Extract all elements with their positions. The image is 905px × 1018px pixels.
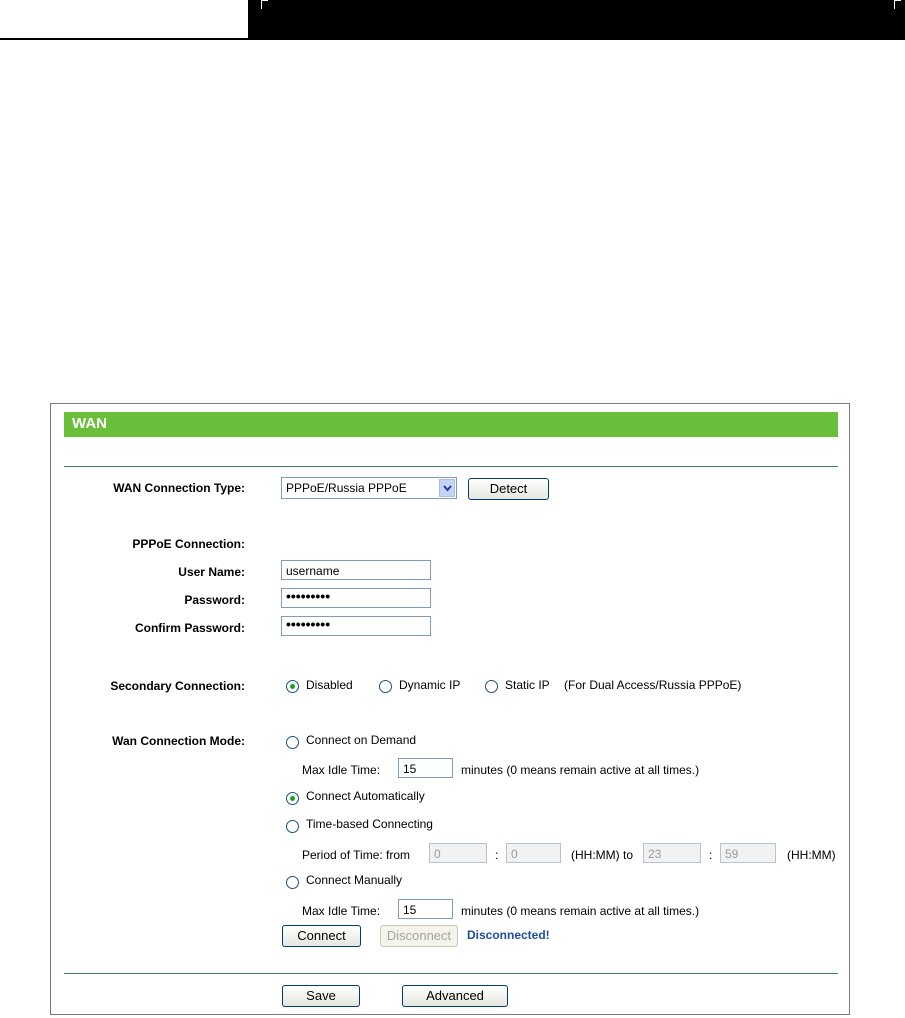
secondary-static-ip-label: Static IP <box>505 678 550 692</box>
radio-selected-dot <box>290 796 295 801</box>
password-input[interactable]: ••••••••• <box>281 588 431 608</box>
hhmm-to-label: (HH:MM) to <box>571 848 633 862</box>
secondary-disabled-label: Disabled <box>306 678 353 692</box>
mode-automatic-radio[interactable] <box>286 792 299 805</box>
password-label: Password: <box>184 593 245 607</box>
header-corner-mark-right <box>894 0 901 9</box>
secondary-connection-label: Secondary Connection: <box>110 679 245 693</box>
hhmm-label: (HH:MM) <box>787 848 836 862</box>
connection-mode-label: Wan Connection Mode: <box>112 734 245 748</box>
connect-button[interactable]: Connect <box>282 925 361 947</box>
to-colon: : <box>709 848 713 862</box>
header-corner-mark-left <box>261 0 268 9</box>
secondary-dynamic-ip-label: Dynamic IP <box>399 678 461 692</box>
panel-title-bar <box>64 412 838 437</box>
top-divider <box>64 466 838 467</box>
disconnect-button[interactable]: Disconnect <box>380 925 458 947</box>
max-idle-label: Max Idle Time: <box>302 763 381 777</box>
period-label: Period of Time: from <box>302 848 411 862</box>
confirm-password-label: Confirm Password: <box>134 621 245 635</box>
bottom-divider <box>64 973 838 974</box>
mode-time-based-radio[interactable] <box>286 820 299 833</box>
user-name-input[interactable]: username <box>281 560 431 580</box>
connection-status: Disconnected! <box>467 928 550 942</box>
to-hour-input[interactable]: 23 <box>643 843 701 863</box>
mode-on-demand-radio[interactable] <box>286 736 299 749</box>
from-colon: : <box>495 848 499 862</box>
mode-on-demand-label: Connect on Demand <box>306 733 417 747</box>
save-button[interactable]: Save <box>282 985 360 1007</box>
pppoe-connection-label: PPPoE Connection: <box>132 537 245 551</box>
radio-selected-dot <box>290 684 295 689</box>
detect-button[interactable]: Detect <box>468 478 549 500</box>
max-idle-input[interactable]: 15 <box>398 758 453 778</box>
mode-manual-radio[interactable] <box>286 876 299 889</box>
to-minute-input[interactable]: 59 <box>720 843 776 863</box>
panel-title: WAN <box>72 415 107 432</box>
secondary-dynamic-ip-radio[interactable] <box>379 680 392 693</box>
max-idle-input-2[interactable]: 15 <box>398 899 453 919</box>
secondary-disabled-radio[interactable] <box>286 680 299 693</box>
user-name-label: User Name: <box>178 565 245 579</box>
connection-type-label: WAN Connection Type: <box>113 481 245 495</box>
connection-type-value: PPPoE/Russia PPPoE <box>286 481 407 495</box>
mode-automatic-label: Connect Automatically <box>306 789 425 803</box>
max-idle-suffix: minutes (0 means remain active at all times.) <box>461 763 700 777</box>
advanced-button[interactable]: Advanced <box>402 985 508 1007</box>
wan-settings-panel <box>50 403 850 1015</box>
mode-manual-label: Connect Manually <box>306 873 403 887</box>
header-rule <box>0 38 905 40</box>
connection-type-select[interactable] <box>281 477 457 499</box>
header-black-bar <box>248 0 905 38</box>
max-idle-suffix-2: minutes (0 means remain active at all times.) <box>461 904 700 918</box>
chevron-down-icon[interactable] <box>439 479 455 497</box>
from-hour-input[interactable]: 0 <box>429 843 487 863</box>
from-minute-input[interactable]: 0 <box>506 843 561 863</box>
mode-time-based-label: Time-based Connecting <box>306 817 433 831</box>
confirm-password-input[interactable]: ••••••••• <box>281 616 431 636</box>
secondary-static-ip-radio[interactable] <box>485 680 498 693</box>
max-idle-label-2: Max Idle Time: <box>302 904 381 918</box>
secondary-note: (For Dual Access/Russia PPPoE) <box>564 678 742 692</box>
